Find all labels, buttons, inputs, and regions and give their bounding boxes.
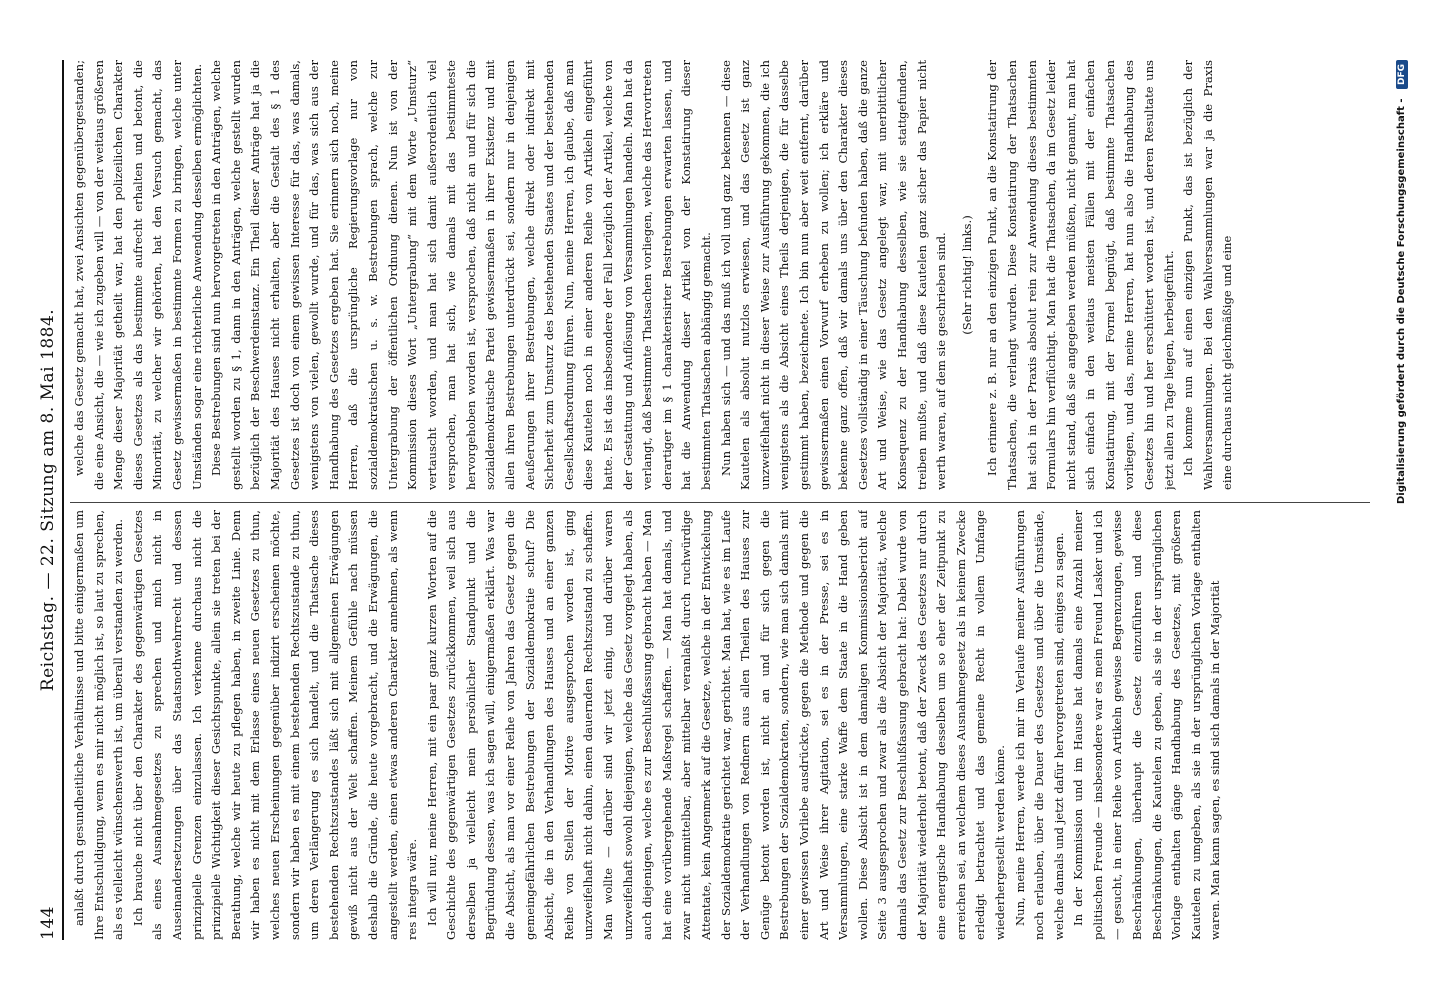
paragraph: Diese Bestrebungen sind nun hervorgetreten in den Anträgen, welche gestellt worden zu § 1, dann in den Anträgen, welche gestellt wurden bezüglich der Beschwerdeinstanz. Ein Theil dieser Anträge hat ja die Majorität des Hauses nicht erhalten, aber die Gestalt des § 1 des Gesetzes ist doch von einem gewissen Interesse für das, was damals, wenigstens von vielen, gewollt wurde, und für das, was sich aus der Handhabung des Gesetzes ergeben hat. Sie erinnern sich noch, meine Herren, daß die ursprüngliche Regierungsvorlage nur von sozialdemokratischen u. s. w. Bestrebungen sprach, welche zur Untergrabung der öffentlichen Ordnung dienen. Nun ist von der Kommission dieses Wort „Untergrabung“ mit dem Worte „Umsturz“ vertauscht worden, und man hat sich damit außerordentlich viel versprochen, man hat sich, wie damals mit das bestimmteste hervorgehoben worden ist, versprochen, daß nicht an und für sich die sozialdemokratische Partei gewissermaßen in ihrer Existenz und mit allen ihren Bestrebungen unterdrückt sei, sondern nur in denjenigen Aeußerungen ihrer Bestrebungen, welche direkt oder indirekt mit Sicherheit zum Umsturz des bestehenden Staates und der bestehenden Gesellschaftsordnung führen. Nun, meine Herren, ich glaube, daß man diese Kautelen noch in einer anderen Reihe von Artikeln eingeführt hatte. Es ist das insbesondere der Fall bezüglich der Artikel, welche von der Gestattung und Auflösung von Versammlungen handeln. Man hat da verlangt, daß bestimmte Thatsachen vorliegen, welche das Hervortreten derartiger im § 1 charakterisirter Bestrebungen erwarten lassen, und hat die Anwendung dieser Artikel von der Konstatirung dieser bestimmten Thatsachen abhängig gemacht. (209, 60, 713, 490)
paragraph: Nun, meine Herren, werde ich mir im Verlaufe meiner Ausführungen noch erlauben, über die Dauer des Gesetzes und über die Umstände, welche damals und jetzt dafür hervorgetreten sind, einiges zu sagen. (1012, 510, 1066, 940)
page-number: 144 (38, 906, 58, 940)
paragraph: In der Kommission und im Hause hat damals eine Anzahl meiner politischen Freunde — insbesondere war es mein Freund Lasker und ich — gesucht, in einer Reihe von Artikeln gewisse Begrenzungen, gewisse Beschränkungen, überhaupt die Gesetz einzuführen und diese Beschränkungen, die Kautelen zu geben, als sie in der ursprünglichen Vorlage enthalten gänge Handhabung des Gesetzes, mit größeren Kautelen zu umgeben, als sie in der ursprünglichen Vorlage enthalten waren. Man kann sagen, es sind sich damals in der Majorität (1071, 510, 1223, 940)
paragraph: Ich will nur, meine Herren, mit ein paar ganz kurzen Worten auf die Geschichte des gegenwärtigen Gesetzes zurückkommen, weil sich aus derselben ja vielleicht mein persönlicher Standpunkt und die Begründung dessen, was ich sagen will, einigermaßen erklärt. Was war die Absicht, als man vor einer Reihe von Jahren das Gesetz gegen die gemeingefährlichen Bestrebungen der Sozialdemokratie schuf? Die Absicht, die in den Verhandlungen des Hauses und an einer ganzen Reihe von Stellen der Motive ausgesprochen worden ist, ging unzweifelhaft nicht dahin, einen dauernden Rechtszustand zu schaffen. Man wollte — darüber sind wir jetzt einig, und darüber waren unzweifelhaft sowohl diejenigen, welche das Gesetz vorgelegt haben, als auch diejenigen, welche es zur Beschlußfassung gebracht haben — Man hat eine vorübergehende Maßregel schaffen. — Man hat damals, und zwar nicht unmittelbar, aber mittelbar veranlaßt durch ruchwürdige Attentate, kein Angenmerk auf die Gesetze, welche in der Entwickelung der Sozialdemokratie gerichtet war, gerichtet. Man hat, wie es im Laufe der Verhandlungen von Rednern aus allen Theilen des Hauses zur Genüge betont worden ist, nicht an und für sich gegen die Bestrebungen der Sozialdemokraten, sondern, wie man sich damals mit einer gewissen Vorliebe ausdrückte, gegen die Methode und gegen die Art und Weise ihrer Agitation, sei es in der Presse, sei es in Versammlungen, eine starke Waffe dem Staate in die Hand geben wollen. Diese Absicht ist in dem damaligen Kommissionsbericht auf Seite 3 ausgesprochen und zwar als die Absicht der Majorität, welche damals das Gesetz zur Beschlußfassung gebracht hat: Dabei wurde von der Majorität wiederholt betont, daß der Zweck des Gesetzes nur durch eine energische Handhabung desselben um so eher der Zeitpunkt zu erreichen sei, an welchem dieses Ausnahmegesetz als in keinem Zwecke erledigt betrachtet und das gemeine Recht in vollem Umfange wiederhergestellt werden könne. (424, 510, 1007, 940)
paragraph: anlaßt durch gesundheitliche Verhältnisse und bitte einigermaßen um Ihre Entschuldigung, wenn es mir nicht möglich ist, so laut zu sprechen, als es vielleicht wünschenswerth ist, um überall verstanden zu werden. (72, 510, 126, 940)
session-title: Reichstag. — 22. Sitzung am 8. Mai 1884. (38, 308, 58, 692)
digitization-note: Digitalisierung gefördert durch die Deutsche Forschungsgemeinschaft - (1396, 98, 1407, 505)
column-divider (70, 502, 1370, 503)
digitization-footer (1396, 60, 1420, 940)
interjection: (Sehr richtig! links.) (959, 215, 974, 335)
paragraph: Nun haben sich — und das muß ich voll und ganz bekennen — diese Kautelen als absolut nutzlos erwiesen, und das Gesetz ist ganz unzweifelhaft nicht in dieser Weise zur Ausführung gekommen, die ich wenigstens als die Absicht eines Theils derjenigen, die für dasselbe gestimmt haben, bezeichnete. Ich bin nun aber weit entfernt, darüber gewissermaßen einen Vorwurf erheben zu wollen; ich erkläre und bekenne ganz offen, daß wir damals uns über den Charakter dieses Gesetzes vollständig in einer Täuschung befunden haben, daß die ganze Art und Weise, wie das Gesetz angelegt war, mit unerbittlicher Konsequenz zu der Handhabung desselben, wie sie stattgefunden, treiben mußte, und daß diese Kautelen ganz sicher das Papier nicht werth waren, auf dem sie geschrieben sind. (718, 60, 949, 490)
left-text-column (70, 510, 1380, 940)
paragraph: Ich erinnere z. B. nur an den einzigen Punkt, an die Konstatirung der Thatsachen, die verlangt wurden. Diese Konstatirung der Thatsachen hat sich in der Praxis absolut rein zur Anwendung dieses bestimmten Formulars hin verflüchtigt. Man hat die Thatsachen, da im Gesetz leider nicht stand, daß sie angegeben werden müßten, nicht genannt, man hat sich einfach in den weitaus meisten Fällen mit der einfachen Konstatirung, mit der Formel begnügt, daß bestimmte Thatsachen vorliegen, und das, meine Herren, hat nun also die Handhabung des Gesetzes hin und her erschüttert worden ist, und deren Resultate uns jetzt allen zu Tage liegen, herbeigeführt. (985, 60, 1176, 490)
dfg-logo: DFG (1396, 60, 1408, 89)
right-text-column (70, 60, 1380, 490)
page-header (30, 60, 64, 940)
paragraph: Ich komme nun auf einen einzigen Punkt, das ist bezüglich der Wahlversammlungen. Bei den Wahlversammlungen war ja die Praxis eine durchaus nicht gleichmäßige und eine (1181, 60, 1235, 490)
paragraph: Ich brauche nicht über den Charakter des gegenwärtigen Gesetzes als eines Ausnahmegesetzes zu sprechen und mich nicht in Auseinandersetzungen über das Staatsnothwehrrecht und dessen prinzipielle Grenzen einzulassen. Ich verkenne durchaus nicht die prinzipielle Wichtigkeit dieser Gesichtspunkte, allein sie treten bei der Berathung, welche wir heute zu pflegen haben, in zweite Linie. Denn wir haben es nicht mit dem Erlasse eines neuen Gesetzes zu thun, welches neuen Erscheinungen gegenüber indizirt erscheinen möchte, sondern wir haben es mit einem bestehenden Rechtszustande zu thun, um deren Verlängerung es sich handelt, und die Thatsache dieses bestehenden Rechtszustandes läßt sich mit allgemeinen Erwägungen gewiß nicht aus der Welt schaffen. Meinem Gefühle nach müssen deshalb die Gründe, die heute vorgebracht, und die Erwägungen, die angestellt werden, einen etwas anderen Charakter annehmen, als wenn res integra wäre. (130, 510, 420, 940)
paragraph: welche das Gesetz gemacht hat, zwei Ansichten gegenübergestanden; die eine Ansicht, die — wie ich zugeben will — von der weitaus größeren Menge dieser Majorität getheilt war, hat den polizeilichen Charakter dieses Gesetzes als das bestimmte aufrecht erhalten und betont, die Minorität, zu welcher wir gehörten, hat den Versuch gemacht, das Gesetz gewissermaßen in bestimmte Formen zu bringen, welche unter Umständen sogar eine richterliche Anwendung desselben ermöglichten. (72, 60, 204, 490)
